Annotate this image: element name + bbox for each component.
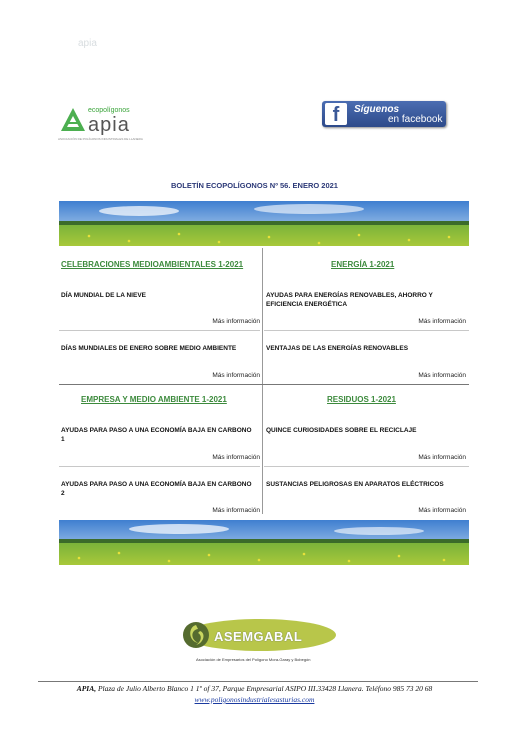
apia-logo[interactable] [58,104,158,144]
more-info-link[interactable]: Más información [212,507,260,514]
facebook-f-icon: f [325,103,347,125]
footer-address-text: Plaza de Julio Alberto Blanco 1 1º of 37, Parque Empresarial ASIPO III.33428 Llanera. Teléfono 985 73 20 68 [96,684,433,693]
apia-logo-icon [60,107,86,133]
asemgabal-tagline: Asociación de Empresarios del Polígono Mora-Garay y Bobegón [196,657,311,662]
footer-address [0,684,509,693]
news-item[interactable]: SUSTANCIAS PELIGROSAS EN APARATOS ELÉCTRICOS [266,481,444,488]
more-info-link[interactable]: Más información [418,507,466,514]
section-heading-celebraciones[interactable]: CELEBRACIONES MEDIOAMBIENTALES 1-2021 [61,260,244,269]
more-info-link[interactable]: Más información [418,454,466,461]
section-heading-residuos[interactable]: RESIDUOS 1-2021 [327,395,396,404]
asemgabal-logo[interactable] [176,617,336,667]
news-item[interactable]: VENTAJAS DE LAS ENERGÍAS RENOVABLES [266,345,409,352]
section-heading-energia[interactable]: ENERGÍA 1-2021 [331,260,395,269]
footer-divider [38,681,478,682]
news-item[interactable]: AYUDAS PARA ENERGÍAS RENOVABLES, AHORRO Y EFICIENCIA ENERGÉTICA [266,292,433,308]
apia-logo-tagline: ASOCIACIÓN DE POLÍGONOS INDUSTRIALES DE LLANERA [58,137,143,141]
more-info-link[interactable]: Más información [212,372,260,379]
banner-image-bottom [59,520,469,565]
facebook-line2: en facebook [388,114,443,125]
bulletin-title: BOLETÍN ECOPOLÍGONOS Nº 56. ENERO 2021 [171,181,338,190]
more-info-link[interactable]: Más información [212,318,260,325]
news-item[interactable]: DÍAS MUNDIALES DE ENERO SOBRE MEDIO AMBIENTE [61,345,237,352]
apia-logo-name: apia [88,114,130,136]
facebook-line1: Síguenos [354,104,400,115]
more-info-link[interactable]: Más información [212,454,260,461]
news-item[interactable]: DÍA MUNDIAL DE LA NIEVE [61,292,146,299]
apia-logo-prefix: ecopolígonos [88,107,130,114]
more-info-link[interactable]: Más información [418,318,466,325]
item-separator [59,330,260,331]
section-heading-empresa[interactable]: EMPRESA Y MEDIO AMBIENTE 1-2021 [81,395,227,404]
more-info-link[interactable]: Más información [418,372,466,379]
item-separator [59,466,260,467]
news-grid [59,248,469,514]
footer-website-link[interactable]: www.poligonosindustrialesasturias.com [194,695,315,704]
grid-vertical-divider [262,248,263,514]
faint-watermark: apia [78,38,97,49]
item-separator [264,330,469,331]
footer-org: APIA, [76,684,97,693]
news-item[interactable]: QUINCE CURIOSIDADES SOBRE EL RECICLAJE [266,427,417,434]
item-separator [264,466,469,467]
news-item[interactable]: AYUDAS PARA PASO A UNA ECONOMÍA BAJA EN CARBONO 2 [61,481,252,497]
asemgabal-name: ASEMGABAL [214,629,303,644]
grid-horizontal-divider [59,384,469,385]
facebook-follow-button[interactable] [322,101,446,127]
news-item[interactable]: AYUDAS PARA PASO A UNA ECONOMÍA BAJA EN CARBONO 1 [61,427,252,443]
banner-image-top [59,201,469,246]
